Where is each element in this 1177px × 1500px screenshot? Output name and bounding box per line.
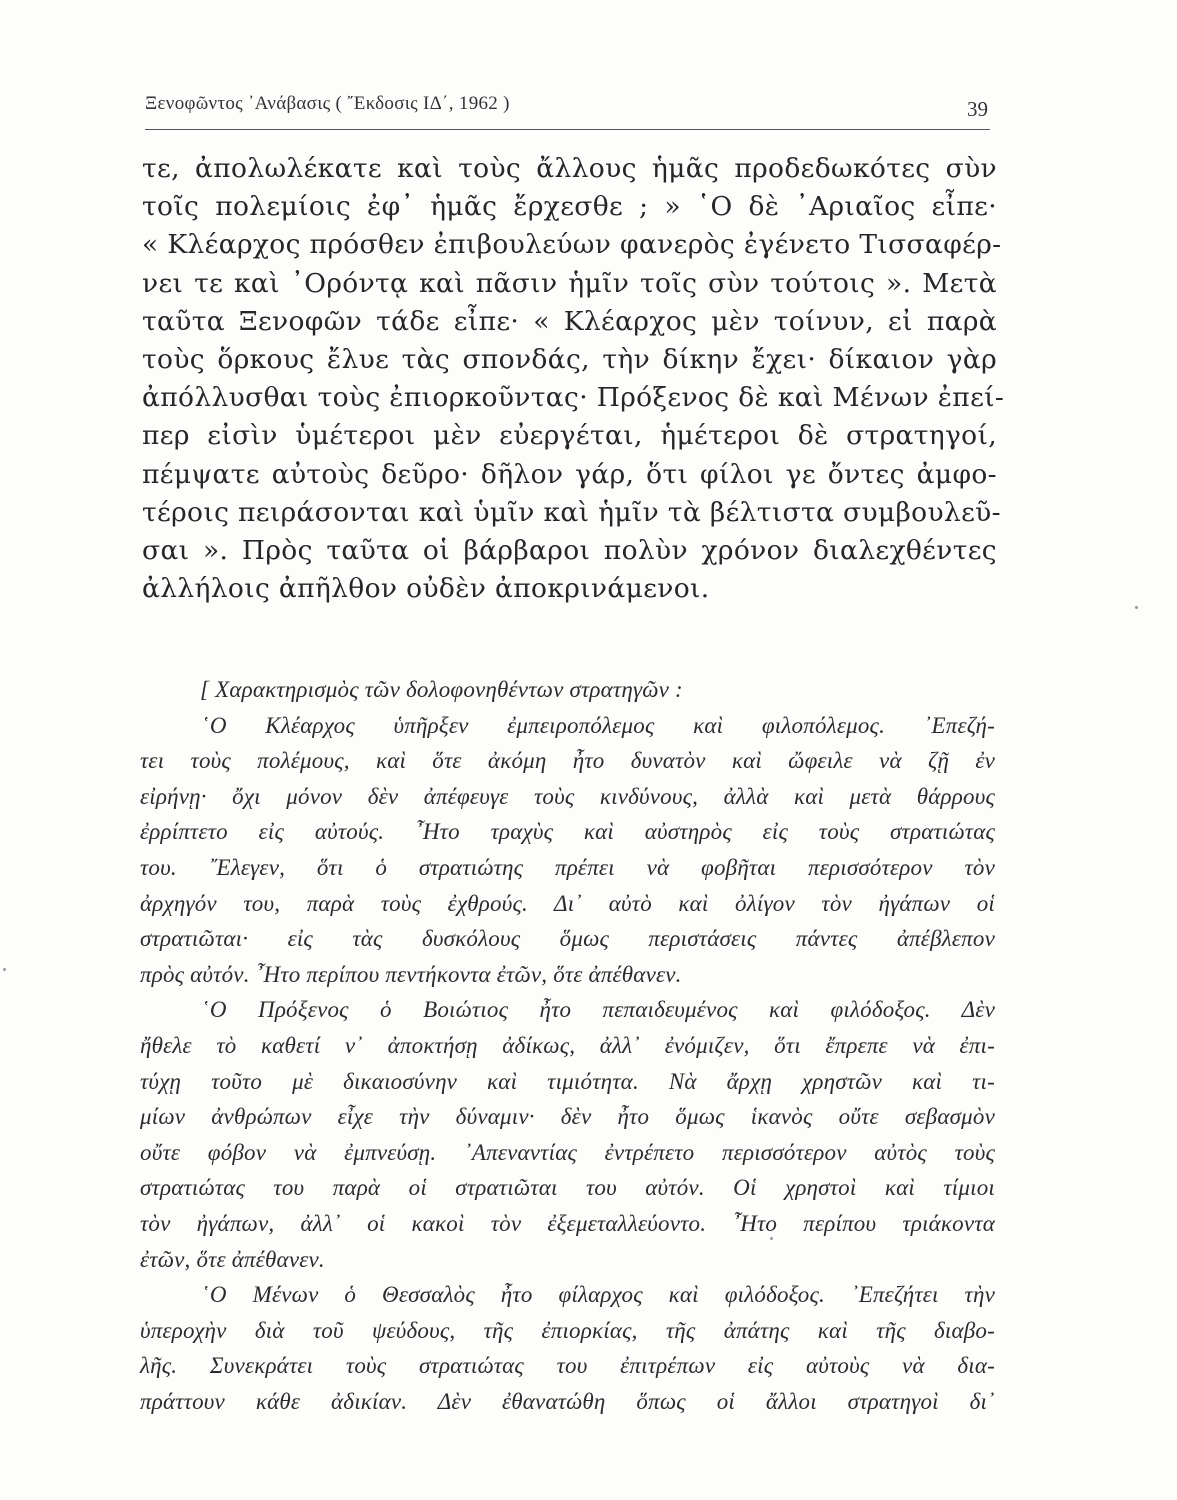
commentary-line: πρὸς αὐτόν. ῏Ητο περίπου πεντήκοντα ἐτῶν, ὅτε ἀπέθανεν. — [140, 961, 682, 987]
commentary-line: ἀρχηγόν του, παρὰ τοὺς ἐχθρούς. Δι᾿ αὐτὸ καὶ ὀλίγον τὸν ἠγάπων οἱ — [140, 890, 995, 916]
commentary-section — [140, 672, 995, 1419]
text-line: ἀπόλλυσθαι τοὺς ἐπιορκοῦντας· Πρόξενος δὲ καὶ Μένων ἐπεί- — [142, 382, 1005, 414]
scan-speck — [770, 1237, 773, 1240]
commentary-line: στρατιῶται· εἰς τὰς δυσκόλους ὅμως περιστάσεις πάντες ἀπέβλεπον — [140, 926, 995, 952]
commentary-line: μίων ἀνθρώπων εἶχε τὴν δύναμιν· δὲν ἦτο ὅμως ἱκανὸς οὔτε σεβασμὸν — [140, 1104, 995, 1130]
running-header — [145, 93, 990, 130]
page-number: 39 — [967, 97, 988, 121]
commentary-line: πράττουν κάθε ἀδικίαν. Δὲν ἐθανατώθη ὅπως οἱ ἄλλοι στρατηγοὶ δι᾿ — [140, 1388, 995, 1414]
text-line: τοὺς ὅρκους ἔλυε τὰς σπονδάς, τὴν δίκην ἔχει· δίκαιον γὰρ — [142, 343, 997, 375]
commentary-line: τύχῃ τοῦτο μὲ δικαιοσύνην καὶ τιμιότητα. Νὰ ἄρχῃ χρηστῶν καὶ τι- — [140, 1068, 995, 1094]
main-greek-text — [142, 150, 1005, 608]
commentary-line: του. ῎Ελεγεν, ὅτι ὁ στρατιώτης πρέπει νὰ φοβῆται περισσότερον τὸν — [140, 854, 995, 880]
commentary-line: οὔτε φόβον νὰ ἐμπνεύσῃ. ᾿Απεναντίας ἐντρέπετο περισσότερον αὐτὸς τοὺς — [140, 1139, 995, 1165]
commentary-line: ῾Ο Κλέαρχος ὑπῆρξεν ἐμπειροπόλεμος καὶ φιλοπόλεμος. ᾿Επεζή- — [202, 712, 995, 738]
commentary-line: ῾Ο Μένων ὁ Θεσσαλὸς ἦτο φίλαρχος καὶ φιλόδοξος. ᾿Επεζήτει τὴν — [202, 1282, 995, 1308]
running-title: Ξενοφῶντος ᾿Ανάβασις ( ῎Εκδοσις ΙΔ΄, 1962 ) — [145, 93, 510, 114]
commentary-line: ὑπεροχὴν διὰ τοῦ ψεύδους, τῆς ἐπιορκίας, τῆς ἀπάτης καὶ τῆς διαβο- — [140, 1317, 995, 1343]
scan-speck — [3, 968, 6, 971]
commentary-line: ἐτῶν, ὅτε ἀπέθανεν. — [140, 1246, 325, 1272]
text-line: νει τε καὶ ᾿Ορόντᾳ καὶ πᾶσιν ἡμῖν τοῖς σὺν τούτοις ». Μετὰ — [142, 267, 997, 299]
text-line: σαι ». Πρὸς ταῦτα οἱ βάρβαροι πολὺν χρόνον διαλεχθέντες — [142, 534, 997, 566]
text-line: ἀλλήλοις ἀπῆλθον οὐδὲν ἀποκρινάμενοι. — [142, 573, 710, 605]
text-line: τοῖς πολεμίοις ἐφ᾿ ἡμᾶς ἔρχεσθε ; » ῾Ο δὲ ᾿Αριαῖος εἶπε· — [142, 191, 997, 223]
commentary-line: ῾Ο Πρόξενος ὁ Βοιώτιος ἦτο πεπαιδευμένος καὶ φιλόδοξος. Δὲν — [202, 997, 995, 1023]
commentary-line: τὸν ἠγάπων, ἀλλ᾿ οἱ κακοὶ τὸν ἐξεμεταλλεύοντο. ῏Ητο περίπου τριάκοντα — [140, 1210, 995, 1236]
text-line: πέμψατε αὐτοὺς δεῦρο· δῆλον γάρ, ὅτι φίλοι γε ὄντες ἀμφο- — [142, 458, 997, 490]
commentary-line: στρατιώτας του παρὰ οἱ στρατιῶται του αὐτόν. Οἱ χρηστοὶ καὶ τίμιοι — [140, 1175, 995, 1201]
scan-speck — [1135, 606, 1138, 609]
commentary-line: ἐρρίπτετο εἰς αὐτούς. ῏Ητο τραχὺς καὶ αὐστηρὸς εἰς τοὺς στρατιώτας — [140, 819, 995, 845]
text-line: « Κλέαρχος πρόσθεν ἐπιβουλεύων φανερὸς ἐγένετο Τισσαφέρ- — [142, 229, 1002, 261]
commentary-line: τει τοὺς πολέμους, καὶ ὅτε ἀκόμη ἦτο δυνατὸν καὶ ὤφειλε νὰ ζῇ ἐν — [140, 748, 995, 774]
commentary-line: εἰρήνῃ· ὄχι μόνον δὲν ἀπέφευγε τοὺς κινδύνους, ἀλλὰ καὶ μετὰ θάρρους — [140, 783, 995, 809]
text-line: ταῦτα Ξενοφῶν τάδε εἶπε· « Κλέαρχος μὲν τοίνυν, εἰ παρὰ — [142, 305, 997, 337]
text-line: τέροις πειράσονται καὶ ὑμῖν καὶ ἡμῖν τὰ βέλτιστα συμβουλεῦ- — [142, 496, 1001, 528]
commentary-heading: [ Χαρακτηρισμὸς τῶν δολοφονηθέντων στρατηγῶν : — [200, 677, 683, 702]
commentary-line: ἤθελε τὸ καθετί ν᾿ ἀποκτήσῃ ἀδίκως, ἀλλ᾿ ἐνόμιζεν, ὅτι ἔπρεπε νὰ ἐπι- — [140, 1032, 995, 1058]
commentary-line: λῆς. Συνεκράτει τοὺς στρατιώτας του ἐπιτρέπων εἰς αὐτοὺς νὰ δια- — [140, 1353, 995, 1379]
text-line: τε, ἀπολωλέκατε καὶ τοὺς ἄλλους ἡμᾶς προδεδωκότες σὺν — [142, 153, 997, 184]
text-line: περ εἰσὶν ὑμέτεροι μὲν εὐεργέται, ἡμέτεροι δὲ στρατηγοί, — [142, 420, 997, 452]
